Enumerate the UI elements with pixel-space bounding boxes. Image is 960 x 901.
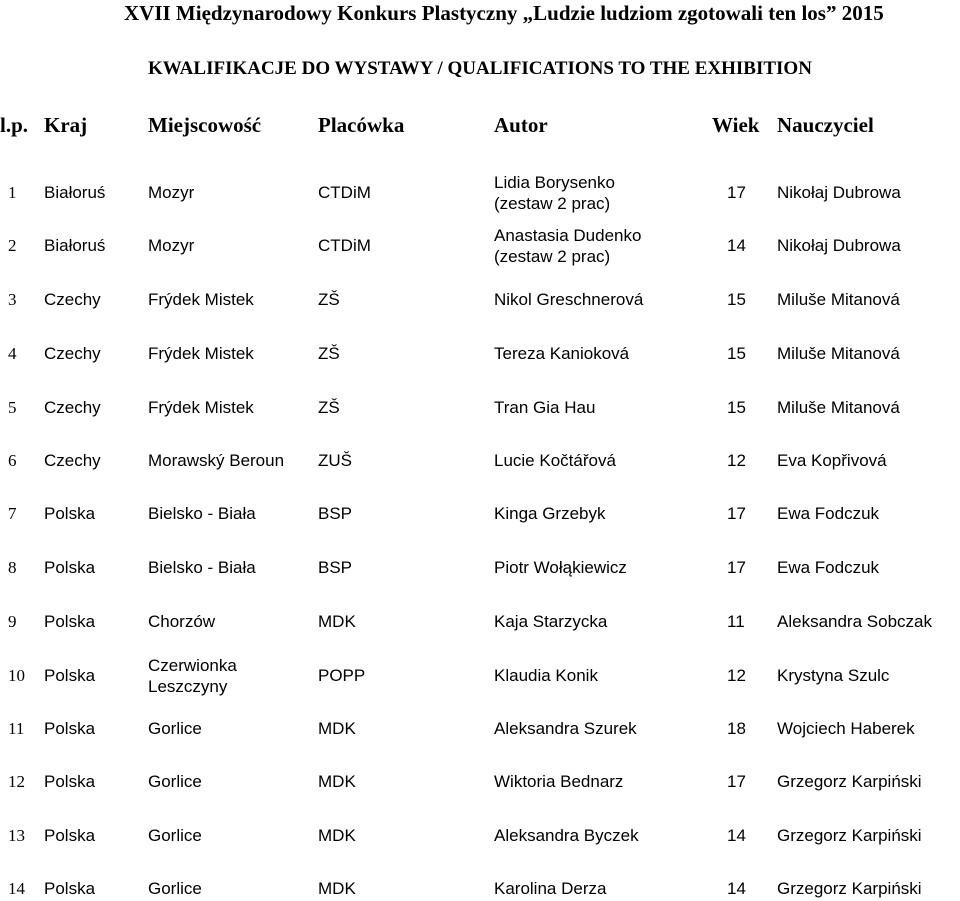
cell-miejscowosc-text: Morawský Beroun	[148, 451, 285, 470]
cell-placowka	[318, 341, 340, 367]
cell-miejscowosc	[148, 180, 194, 206]
cell-miejscowosc-text: Frýdek Mistek	[148, 290, 254, 309]
cell-wiek	[727, 609, 745, 635]
cell-lp	[8, 663, 25, 689]
cell-lp-text: 12	[8, 772, 25, 791]
cell-miejscowosc	[148, 395, 254, 421]
cell-nauczyciel-text: Grzegorz Karpiński	[777, 772, 922, 791]
cell-placowka	[318, 180, 371, 206]
cell-nauczyciel-text: Miluše Mitanová	[777, 398, 900, 417]
cell-kraj	[44, 287, 101, 313]
cell-wiek	[727, 287, 746, 313]
cell-autor	[494, 225, 641, 267]
cell-autor-text: (zestaw 2 prac)	[494, 194, 611, 213]
cell-nauczyciel	[777, 663, 889, 689]
cell-miejscowosc-text: Gorlice	[148, 879, 202, 898]
cell-placowka	[318, 555, 352, 581]
cell-lp	[8, 501, 17, 527]
cell-miejscowosc	[148, 716, 202, 742]
cell-placowka	[318, 716, 356, 742]
cell-placowka-text: CTDiM	[318, 236, 371, 255]
cell-kraj	[44, 716, 95, 742]
cell-kraj	[44, 341, 101, 367]
cell-kraj	[44, 233, 105, 259]
cell-lp	[8, 287, 17, 313]
cell-placowka	[318, 876, 356, 901]
cell-autor	[494, 769, 623, 795]
cell-nauczyciel-text: Wojciech Haberek	[777, 719, 915, 738]
cell-kraj	[44, 180, 105, 206]
cell-lp	[8, 341, 17, 367]
cell-miejscowosc-text: Gorlice	[148, 719, 202, 738]
cell-wiek-text: 11	[727, 612, 745, 631]
cell-autor-text: Kaja Starzycka	[494, 612, 608, 631]
cell-miejscowosc-text: Frýdek Mistek	[148, 344, 254, 363]
cell-autor-text: Aleksandra Szurek	[494, 719, 637, 738]
cell-nauczyciel	[777, 876, 922, 901]
cell-autor-text: Kinga Grzebyk	[494, 504, 606, 523]
cell-kraj-text: Białoruś	[44, 183, 106, 202]
cell-miejscowosc	[148, 341, 254, 367]
cell-kraj-text: Polska	[44, 504, 96, 523]
cell-wiek	[727, 716, 746, 742]
cell-placowka-text: CTDiM	[318, 183, 371, 202]
cell-lp-text: 8	[8, 558, 17, 577]
cell-placowka	[318, 769, 356, 795]
cell-placowka-text: MDK	[318, 772, 356, 791]
cell-placowka-text: MDK	[318, 612, 356, 631]
cell-nauczyciel-text: Eva Kopřivová	[777, 451, 887, 470]
cell-wiek	[727, 341, 746, 367]
cell-placowka	[318, 287, 340, 313]
header-nauczyciel: Nauczyciel	[777, 113, 874, 137]
cell-wiek	[727, 769, 746, 795]
cell-miejscowosc-text: Mozyr	[148, 236, 195, 255]
cell-lp	[8, 233, 17, 259]
cell-wiek	[727, 823, 746, 849]
cell-lp-text: 7	[8, 504, 17, 523]
cell-placowka-text: ZŠ	[318, 398, 340, 417]
cell-wiek-text: 15	[727, 344, 746, 363]
document-subtitle: KWALIFIKACJE DO WYSTAWY / QUALIFICATIONS TO THE EXHIBITION	[148, 58, 812, 79]
cell-autor-text: Aleksandra Byczek	[494, 826, 639, 845]
cell-miejscowosc-text: Leszczyny	[148, 677, 228, 696]
cell-lp	[8, 609, 17, 635]
cell-lp-text: 5	[8, 398, 17, 417]
cell-nauczyciel	[777, 501, 879, 527]
cell-nauczyciel-text: Miluše Mitanová	[777, 290, 900, 309]
cell-nauczyciel-text: Grzegorz Karpiński	[777, 826, 922, 845]
cell-wiek	[727, 876, 746, 901]
cell-placowka-text: ZUŠ	[318, 451, 352, 470]
cell-lp	[8, 555, 17, 581]
cell-nauczyciel	[777, 448, 887, 474]
cell-placowka	[318, 233, 371, 259]
cell-nauczyciel	[777, 823, 922, 849]
cell-nauczyciel-text: Miluše Mitanová	[777, 344, 900, 363]
cell-kraj	[44, 663, 95, 689]
cell-nauczyciel	[777, 287, 900, 313]
header-miejscowosc: Miejscowość	[148, 113, 262, 137]
cell-autor	[494, 395, 595, 421]
cell-kraj-text: Białoruś	[44, 236, 106, 255]
cell-kraj-text: Polska	[44, 719, 96, 738]
cell-nauczyciel	[777, 233, 901, 259]
cell-wiek	[727, 448, 746, 474]
cell-autor	[494, 716, 637, 742]
cell-wiek-text: 15	[727, 398, 746, 417]
cell-lp	[8, 180, 17, 206]
cell-autor-text: Tran Gia Hau	[494, 398, 596, 417]
cell-nauczyciel	[777, 180, 901, 206]
cell-miejscowosc	[148, 233, 194, 259]
cell-miejscowosc-text: Gorlice	[148, 772, 202, 791]
cell-placowka	[318, 448, 352, 474]
cell-lp-text: 6	[8, 451, 17, 470]
cell-autor	[494, 341, 629, 367]
cell-kraj-text: Polska	[44, 826, 96, 845]
cell-wiek-text: 14	[727, 879, 746, 898]
cell-placowka	[318, 501, 352, 527]
cell-kraj	[44, 448, 101, 474]
cell-kraj-text: Polska	[44, 879, 96, 898]
cell-nauczyciel-text: Nikołaj Dubrowa	[777, 236, 901, 255]
cell-kraj-text: Polska	[44, 558, 96, 577]
cell-autor-text: Lucie Kočtářová	[494, 451, 616, 470]
cell-nauczyciel	[777, 341, 900, 367]
cell-miejscowosc-text: Czerwionka	[148, 656, 237, 675]
cell-miejscowosc-text: Bielsko - Biała	[148, 558, 256, 577]
cell-autor	[494, 555, 627, 581]
cell-nauczyciel-text: Grzegorz Karpiński	[777, 879, 922, 898]
cell-placowka-text: MDK	[318, 826, 356, 845]
cell-nauczyciel-text: Nikołaj Dubrowa	[777, 183, 901, 202]
cell-kraj-text: Polska	[44, 772, 96, 791]
cell-kraj	[44, 555, 95, 581]
cell-placowka-text: BSP	[318, 558, 353, 577]
cell-autor-text: Klaudia Konik	[494, 666, 598, 685]
header-placowka: Placówka	[318, 113, 405, 137]
cell-lp	[8, 716, 24, 742]
cell-miejscowosc-text: Bielsko - Biała	[148, 504, 256, 523]
cell-placowka	[318, 395, 340, 421]
cell-miejscowosc	[148, 501, 256, 527]
cell-kraj	[44, 501, 95, 527]
cell-wiek	[727, 501, 746, 527]
cell-nauczyciel-text: Krystyna Szulc	[777, 666, 890, 685]
cell-miejscowosc	[148, 876, 202, 901]
cell-autor	[494, 663, 598, 689]
cell-miejscowosc	[148, 287, 254, 313]
cell-autor	[494, 609, 607, 635]
cell-placowka	[318, 663, 365, 689]
cell-wiek-text: 14	[727, 236, 746, 255]
cell-wiek-text: 15	[727, 290, 746, 309]
cell-nauczyciel-text: Ewa Fodczuk	[777, 504, 880, 523]
cell-nauczyciel	[777, 555, 879, 581]
cell-wiek-text: 14	[727, 826, 746, 845]
cell-miejscowosc-text: Gorlice	[148, 826, 202, 845]
cell-nauczyciel-text: Aleksandra Sobczak	[777, 612, 932, 631]
cell-miejscowosc	[148, 609, 215, 635]
cell-miejscowosc	[148, 555, 256, 581]
cell-autor	[494, 501, 606, 527]
cell-kraj-text: Czechy	[44, 290, 101, 309]
cell-wiek-text: 12	[727, 666, 746, 685]
cell-wiek-text: 12	[727, 451, 746, 470]
cell-autor	[494, 876, 606, 901]
cell-lp	[8, 769, 25, 795]
cell-autor-text: Anastasia Dudenko	[494, 226, 642, 245]
cell-kraj-text: Polska	[44, 612, 96, 631]
cell-lp-text: 14	[8, 879, 25, 898]
cell-lp-text: 9	[8, 612, 17, 631]
cell-nauczyciel	[777, 609, 932, 635]
cell-autor-text: Tereza Kanioková	[494, 344, 630, 363]
cell-kraj-text: Czechy	[44, 451, 101, 470]
cell-wiek-text: 17	[727, 183, 746, 202]
cell-miejscowosc-text: Frýdek Mistek	[148, 398, 254, 417]
cell-placowka-text: MDK	[318, 719, 356, 738]
cell-lp-text: 3	[8, 290, 17, 309]
document-title: XVII Międzynarodowy Konkurs Plastyczny „Ludzie ludziom zgotowali ten los” 2015	[124, 1, 884, 25]
cell-kraj-text: Polska	[44, 666, 96, 685]
cell-autor-text: Piotr Wołąkiewicz	[494, 558, 627, 577]
cell-autor	[494, 823, 639, 849]
cell-wiek-text: 18	[727, 719, 746, 738]
cell-placowka-text: BSP	[318, 504, 353, 523]
cell-autor-text: Wiktoria Bednarz	[494, 772, 624, 791]
cell-kraj	[44, 769, 95, 795]
cell-lp	[8, 876, 25, 901]
cell-autor	[494, 448, 616, 474]
cell-kraj	[44, 609, 95, 635]
header-kraj: Kraj	[44, 113, 88, 137]
cell-wiek	[727, 180, 746, 206]
cell-autor	[494, 172, 615, 214]
cell-autor-text: Nikol Greschnerová	[494, 290, 644, 309]
cell-wiek	[727, 663, 746, 689]
cell-lp-text: 2	[8, 236, 17, 255]
cell-miejscowosc	[148, 823, 202, 849]
cell-wiek	[727, 233, 746, 259]
header-lp: l.p.	[0, 113, 29, 137]
cell-kraj	[44, 395, 101, 421]
cell-kraj	[44, 823, 95, 849]
cell-placowka-text: ZŠ	[318, 344, 340, 363]
cell-wiek-text: 17	[727, 504, 746, 523]
cell-placowka	[318, 823, 356, 849]
cell-nauczyciel	[777, 716, 915, 742]
cell-kraj	[44, 876, 95, 901]
cell-wiek-text: 17	[727, 558, 746, 577]
cell-lp-text: 4	[8, 344, 17, 363]
cell-miejscowosc-text: Mozyr	[148, 183, 195, 202]
cell-lp	[8, 448, 17, 474]
cell-autor	[494, 287, 643, 313]
cell-lp-text: 1	[8, 183, 17, 202]
cell-placowka	[318, 609, 356, 635]
cell-lp	[8, 823, 25, 849]
cell-lp-text: 10	[8, 666, 25, 685]
cell-autor-text: Lidia Borysenko	[494, 173, 615, 192]
header-wiek: Wiek	[712, 113, 760, 137]
cell-autor-text: Karolina Derza	[494, 879, 607, 898]
cell-kraj-text: Czechy	[44, 344, 101, 363]
cell-autor-text: (zestaw 2 prac)	[494, 247, 611, 266]
cell-miejscowosc	[148, 769, 202, 795]
cell-kraj-text: Czechy	[44, 398, 101, 417]
header-autor: Autor	[494, 113, 548, 137]
cell-nauczyciel	[777, 395, 900, 421]
cell-miejscowosc	[148, 655, 237, 697]
cell-nauczyciel-text: Ewa Fodczuk	[777, 558, 880, 577]
cell-lp	[8, 395, 17, 421]
cell-wiek-text: 17	[727, 772, 746, 791]
cell-miejscowosc	[148, 448, 284, 474]
cell-placowka-text: POPP	[318, 666, 366, 685]
cell-placowka-text: ZŠ	[318, 290, 340, 309]
cell-wiek	[727, 555, 746, 581]
cell-miejscowosc-text: Chorzów	[148, 612, 216, 631]
cell-lp-text: 13	[8, 826, 25, 845]
cell-lp-text: 11	[8, 719, 25, 738]
cell-wiek	[727, 395, 746, 421]
cell-placowka-text: MDK	[318, 879, 356, 898]
cell-nauczyciel	[777, 769, 922, 795]
